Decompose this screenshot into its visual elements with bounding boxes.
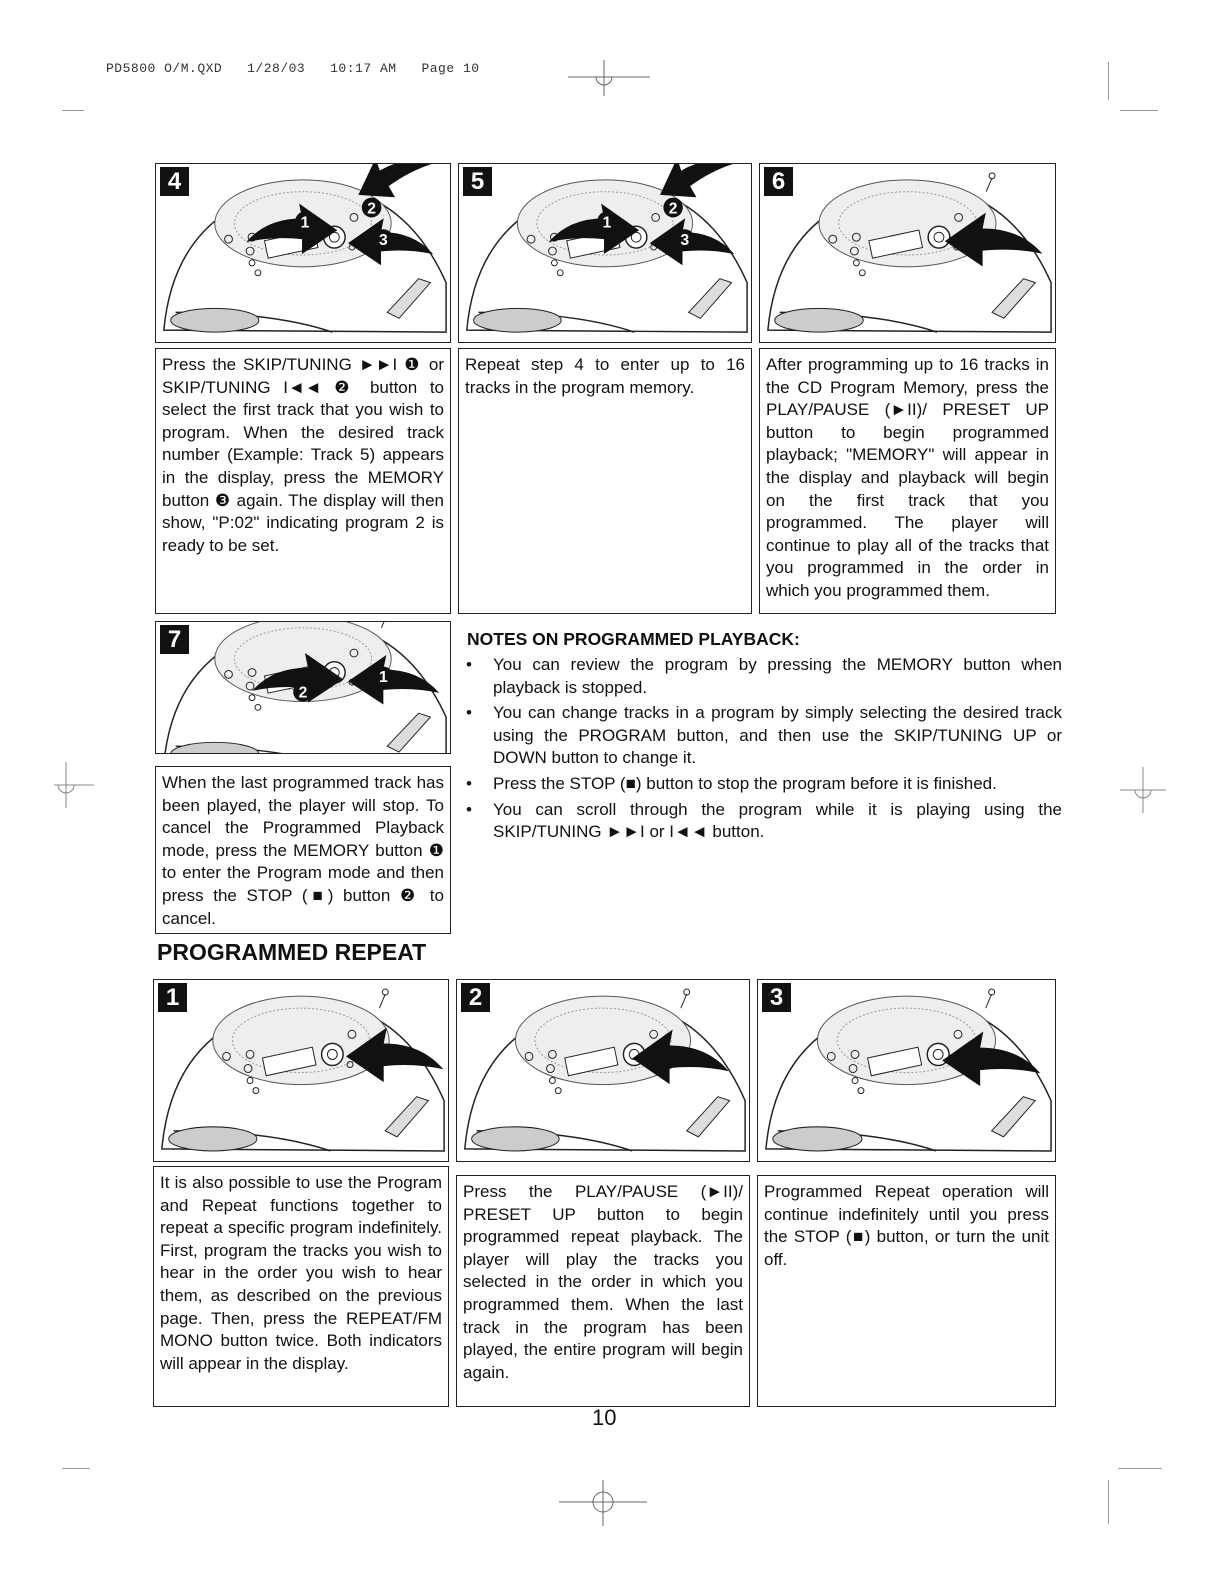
print-slug: PD5800 O/M.QXD 1/28/03 10:17 AM Page 10 <box>106 61 480 76</box>
registration-mark-left <box>52 760 96 810</box>
step-6-illustration <box>759 163 1056 343</box>
svg-text:2: 2 <box>367 200 376 218</box>
svg-text:1: 1 <box>602 214 612 232</box>
repeat-step-2-illustration <box>456 979 750 1162</box>
registration-mark-bottom <box>555 1478 651 1528</box>
repeat-step-3-illustration <box>757 979 1056 1162</box>
crop-mark <box>62 1468 90 1469</box>
step-5-instructions: Repeat step 4 to enter up to 16 tracks in the program memory. <box>458 348 752 614</box>
step-5-illustration <box>458 163 752 343</box>
crop-mark <box>1108 1480 1109 1524</box>
section-heading: PROGRAMMED REPEAT <box>157 939 427 965</box>
step-7-instructions: When the last programmed track has been played, the player will stop. To cancel the Programmed Playback mode, press the MEMORY button ❶ to enter the Program mode and then press the STOP (■) button ❷ to cancel. <box>155 766 451 934</box>
note-item: • Press the STOP (■) button to stop the program before it is finished. <box>466 773 1062 796</box>
notes-list <box>466 654 1062 847</box>
step-number-badge: 3 <box>762 983 791 1012</box>
note-item: • You can review the program by pressing the MEMORY button when playback is stopped. <box>466 654 1062 699</box>
crop-mark <box>1108 62 1109 100</box>
svg-text:1: 1 <box>300 214 310 232</box>
step-number-badge: 4 <box>160 167 189 196</box>
svg-text:1: 1 <box>378 669 388 687</box>
svg-text:3: 3 <box>378 232 388 250</box>
repeat-step-1-illustration <box>153 979 449 1162</box>
repeat-step-2-instructions: Press the PLAY/PAUSE (►II)/ PRESET UP button to begin programmed repeat playback. The player will play the tracks you selected in the order in which you programmed them. When the last track in the program has been played, the entire program will begin again. <box>456 1175 750 1407</box>
page-number: 10 <box>592 1405 617 1430</box>
crop-mark <box>1120 110 1158 111</box>
svg-text:2: 2 <box>298 684 308 702</box>
note-item: • You can scroll through the program while it is playing using the SKIP/TUNING ►►I or I◄◄ button. <box>466 799 1062 844</box>
crop-mark <box>1118 1468 1162 1469</box>
step-7-illustration <box>155 621 451 754</box>
step-4-instructions: Press the SKIP/TUNING ►►I ❶ or SKIP/TUNING I◄◄ ❷ button to select the first track that you wish to program. When the desired track number (Example: Track 5) appears in the display, press the MEMORY button ❸ again. The display will then show, "P:02" indicating program 2 is ready to be set. <box>155 348 451 614</box>
repeat-step-1-instructions: It is also possible to use the Program and Repeat functions together to repeat a specific program indefinitely. First, program the tracks you wish to hear in the order you wish to hear them, as described on the previous page. Then, press the REPEAT/FM MONO button twice. Both indicators will appear in the display. <box>153 1166 449 1407</box>
registration-mark-top <box>560 58 656 98</box>
crop-mark <box>62 110 84 111</box>
notes-title: NOTES ON PROGRAMMED PLAYBACK: <box>467 629 800 649</box>
svg-text:2: 2 <box>668 200 678 218</box>
step-4-illustration <box>155 163 451 343</box>
step-number-badge: 5 <box>463 167 492 196</box>
repeat-step-3-instructions: Programmed Repeat operation will continue indefinitely until you press the STOP (■) button, or turn the unit off. <box>757 1175 1056 1407</box>
step-number-badge: 6 <box>764 167 793 196</box>
step-number-badge: 1 <box>158 983 187 1012</box>
step-6-instructions: After programming up to 16 tracks in the CD Program Memory, press the PLAY/PAUSE (►II)/ PRESET UP button to begin programmed playback; "MEMORY" will appear in the display and playback will begin on the first track that you programmed. The player will continue to play all of the tracks that you programmed in the order in which you programmed them. <box>759 348 1056 614</box>
step-number-badge: 2 <box>461 983 490 1012</box>
registration-mark-right <box>1118 765 1168 815</box>
svg-text:3: 3 <box>680 231 690 250</box>
note-item: • You can change tracks in a program by simply selecting the desired track using the PROGRAM button, and then use the SKIP/TUNING UP or DOWN button to change it. <box>466 702 1062 770</box>
step-number-badge: 7 <box>160 625 189 654</box>
